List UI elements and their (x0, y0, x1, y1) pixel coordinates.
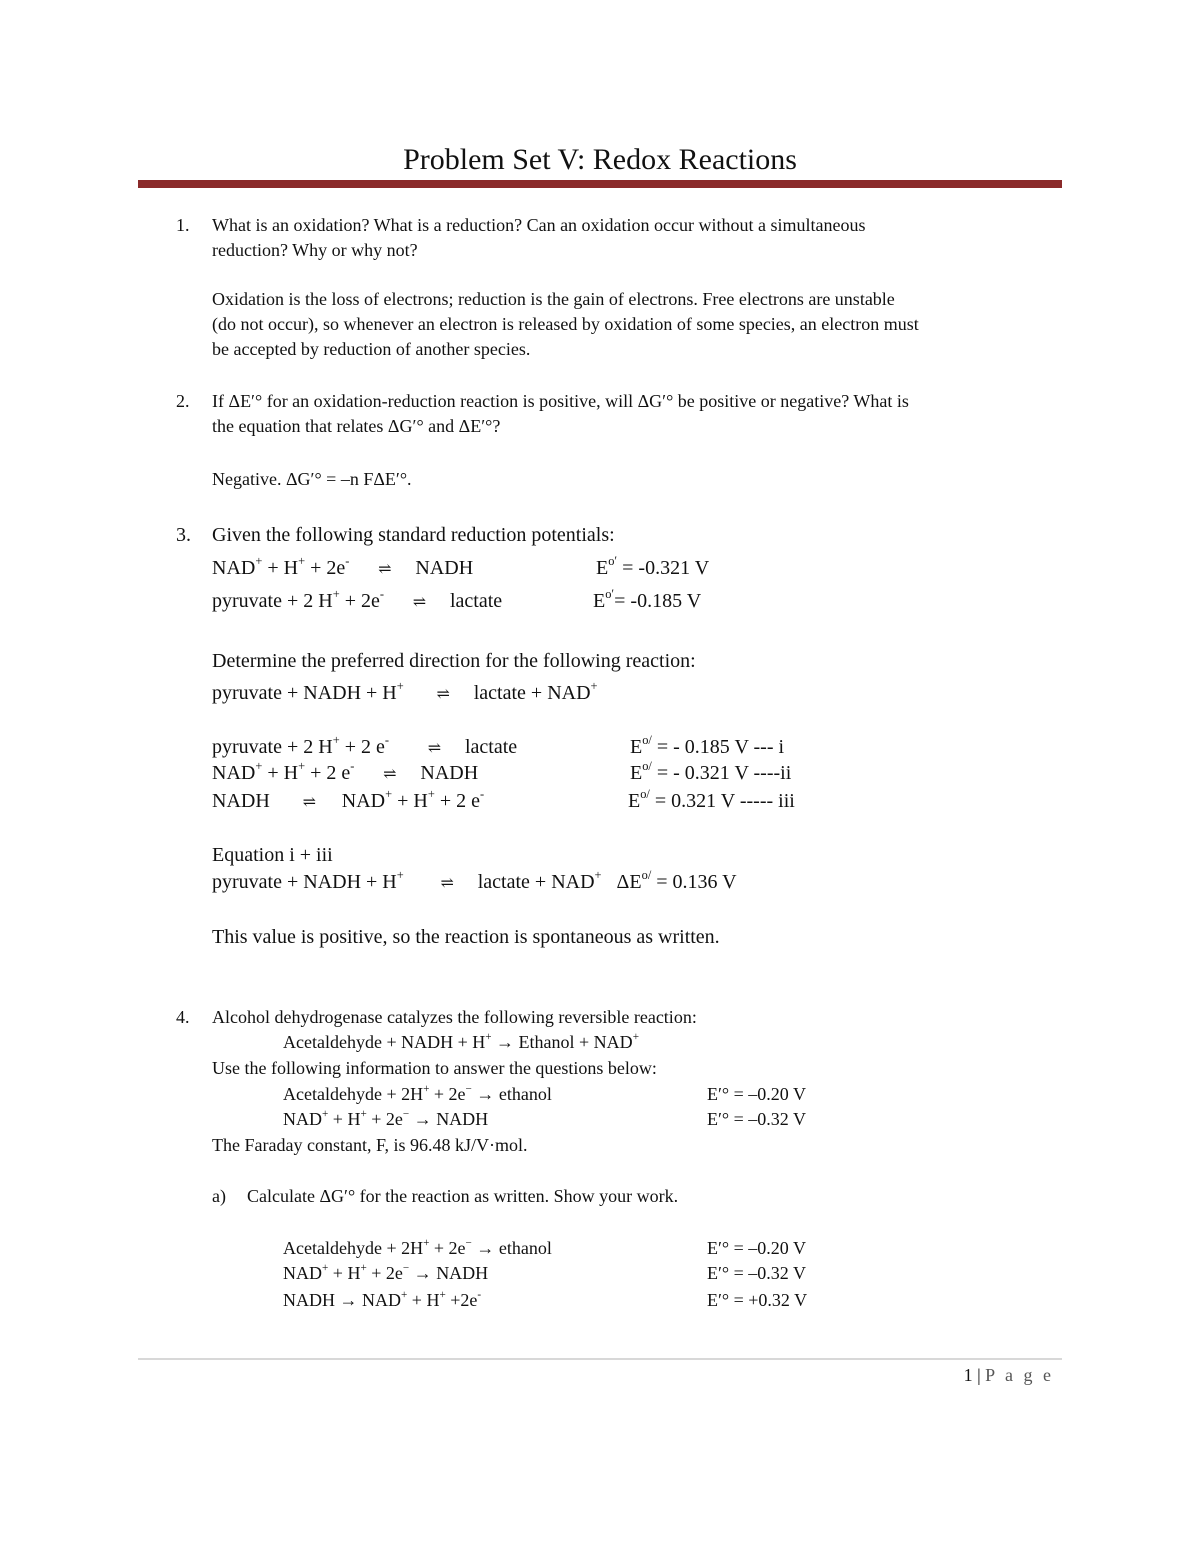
tot-rhs: lactate + NAD (477, 871, 595, 893)
page-separator: | (972, 1365, 986, 1385)
q1-number: 1. (176, 215, 190, 235)
w1-a: Acetaldehyde + 2H (283, 1238, 424, 1258)
q3-step-1 (212, 735, 517, 761)
minus-sup: − (465, 1236, 472, 1249)
minus-sup: - (379, 587, 384, 602)
equilibrium-arrow-icon: ⇌ (383, 766, 394, 783)
pot-sup: o/ (642, 733, 652, 748)
minus-sup: - (350, 759, 355, 774)
equilibrium-arrow-icon: ⇌ (378, 561, 389, 578)
r1-product: NADH (415, 557, 474, 579)
pot-label: E (630, 762, 643, 784)
pot-label: E (630, 736, 643, 758)
s2-h: + H (262, 762, 299, 784)
pot-sup: o′ (605, 587, 615, 602)
q3-reaction-2 (212, 589, 502, 615)
q4-use-info: Use the following information to answer the questions below: (212, 1058, 657, 1078)
plus-sup: + (298, 554, 306, 569)
q4-number: 4. (176, 1007, 190, 1027)
rx-rhs: lactate + NAD (473, 682, 591, 704)
pot-value: = 0.136 V (651, 871, 737, 893)
pot-label: E (628, 790, 641, 812)
footer-divider (138, 1358, 1062, 1360)
pot-sup: o′ (608, 554, 618, 569)
plus-sup: + (423, 1236, 430, 1249)
pot-value: = -0.321 V (617, 557, 710, 579)
q3-conclusion: This value is positive, so the reaction is spontaneous as written. (212, 926, 720, 948)
w3-b: + H (407, 1290, 440, 1310)
w2-b: + H (328, 1263, 361, 1283)
plus-sup: + (485, 1030, 492, 1043)
q4-work-line-2 (283, 1262, 488, 1284)
q4-faraday: The Faraday constant, F, is 96.48 kJ/V·mol. (212, 1135, 528, 1155)
rx-a: Acetaldehyde + NADH + H (283, 1032, 486, 1052)
q3-determine: Determine the preferred direction for the following reaction: (212, 650, 696, 672)
q4-reaction (283, 1031, 639, 1053)
plus-sup: + (401, 1288, 408, 1301)
q1-answer-line2: (do not occur), so whenever an electron is released by oxidation of some species, an electron must (212, 314, 919, 334)
h1-a: Acetaldehyde + 2H (283, 1084, 424, 1104)
plus-sup: + (423, 1082, 430, 1095)
q3-step-2-potential (630, 761, 791, 785)
h2-a: NAD (283, 1109, 322, 1129)
equilibrium-arrow-icon: ⇌ (440, 875, 451, 892)
equilibrium-arrow-icon: ⇌ (436, 686, 447, 703)
q1-answer-line3: be accepted by reduction of another species. (212, 339, 531, 359)
s1-lhs: pyruvate + 2 H (212, 736, 333, 758)
w2-d: → NADH (409, 1263, 489, 1283)
rx-b: → Ethanol + NAD (491, 1032, 633, 1052)
r1-e: + 2e (305, 557, 346, 579)
pot-label: ΔE (616, 871, 642, 893)
pot-value: = - 0.321 V ----ii (651, 762, 792, 784)
pot-value: = -0.185 V (614, 590, 702, 612)
r2-e: + 2e (339, 590, 380, 612)
plus-sup: + (396, 868, 404, 883)
equilibrium-arrow-icon: ⇌ (427, 740, 439, 757)
plus-sup: + (255, 759, 263, 774)
w3-a: NADH → NAD (283, 1290, 401, 1310)
q3-total-reaction (212, 870, 737, 896)
plus-sup: + (255, 554, 263, 569)
h2-b: + H (328, 1109, 361, 1129)
q3-target-reaction (212, 681, 598, 707)
equilibrium-arrow-icon: ⇌ (412, 594, 424, 611)
w3-c: +2e (445, 1290, 478, 1310)
plus-sup: + (590, 679, 598, 694)
q1-text-line1: What is an oxidation? What is a reduction? Can an oxidation occur without a simultaneous (212, 215, 866, 235)
q3-reaction-1-potential (596, 556, 709, 580)
equilibrium-arrow-icon: ⇌ (302, 794, 313, 811)
page-title: Problem Set V: Redox Reactions (403, 143, 797, 176)
minus-sup: − (402, 1261, 410, 1274)
pot-label: E (596, 557, 609, 579)
q2-text-line1: If ΔE′° for an oxidation-reduction reaction is positive, will ΔG′° be positive or negative? What is (212, 391, 909, 411)
plus-sup: + (298, 759, 306, 774)
q2-number: 2. (176, 391, 190, 411)
q4-half-reaction-1 (283, 1083, 552, 1105)
pot-sup: o/ (642, 759, 652, 774)
minus-sup: − (465, 1082, 472, 1095)
pot-value: = 0.321 V ----- iii (649, 790, 795, 812)
q4-work-line-1-potential: E′° = –0.20 V (707, 1238, 806, 1258)
plus-sup: + (439, 1288, 446, 1301)
s2-lhs: NAD (212, 762, 256, 784)
page-footer (0, 1364, 1054, 1386)
h1-b: + 2e (429, 1084, 466, 1104)
q3-reaction-1 (212, 556, 473, 582)
tot-lhs: pyruvate + NADH + H (212, 871, 397, 893)
q4-half-reaction-1-potential: E′° = –0.20 V (707, 1084, 806, 1104)
q4-half-reaction-2-potential: E′° = –0.32 V (707, 1109, 806, 1129)
s3-lhs: NADH (212, 790, 270, 812)
s2-product: NADH (420, 762, 479, 784)
q4-work-line-3 (283, 1289, 481, 1311)
w1-b: + 2e (429, 1238, 466, 1258)
q4-work-line-1 (283, 1237, 552, 1259)
q3-reaction-2-potential (593, 589, 701, 613)
q3-equation-sum: Equation i + iii (212, 844, 333, 866)
plus-sup: + (632, 1030, 639, 1043)
pot-value: = - 0.185 V --- i (651, 736, 785, 758)
s1-product: lactate (465, 736, 518, 758)
plus-sup: + (360, 1107, 367, 1120)
plus-sup: + (360, 1261, 367, 1274)
w2-c: + 2e (366, 1263, 403, 1283)
q4-intro: Alcohol dehydrogenase catalyzes the following reversible reaction: (212, 1007, 697, 1027)
page-number: 1 (963, 1365, 973, 1385)
q2-text-line2: the equation that relates ΔG′° and ΔE′°? (212, 416, 501, 436)
s3-h: + H (392, 790, 428, 812)
q4-work-line-3-potential: E′° = +0.32 V (707, 1290, 808, 1310)
minus-sup: - (384, 733, 389, 748)
h1-c: → ethanol (471, 1084, 552, 1104)
rx-lhs: pyruvate + NADH + H (212, 682, 397, 704)
w2-a: NAD (283, 1263, 322, 1283)
minus-sup: − (402, 1107, 410, 1120)
s2-e: + 2 e (305, 762, 351, 784)
s3-e: + 2 e (434, 790, 481, 812)
minus-sup: - (477, 1288, 482, 1301)
r2-product: lactate (450, 590, 503, 612)
h2-c: + 2e (366, 1109, 403, 1129)
pot-sup: o/ (640, 787, 650, 802)
r2-lhs: pyruvate + 2 H (212, 590, 333, 612)
s1-e: + 2 e (339, 736, 385, 758)
w1-c: → ethanol (471, 1238, 552, 1258)
q3-step-3-potential (628, 789, 795, 813)
q4-work-line-2-potential: E′° = –0.32 V (707, 1263, 806, 1283)
plus-sup: + (332, 587, 340, 602)
q3-number: 3. (176, 524, 191, 546)
plus-sup: + (322, 1261, 329, 1274)
plus-sup: + (396, 679, 404, 694)
r1-h: + H (262, 557, 299, 579)
plus-sup: + (322, 1107, 329, 1120)
q3-intro: Given the following standard reduction potentials: (212, 524, 615, 546)
title-divider (138, 180, 1062, 188)
pot-label: E (593, 590, 606, 612)
s3-product: NAD (341, 790, 386, 812)
page-word: P a g e (985, 1365, 1054, 1385)
h2-d: → NADH (409, 1109, 489, 1129)
plus-sup: + (427, 787, 435, 802)
plus-sup: + (332, 733, 340, 748)
q2-answer: Negative. ΔG′° = –n FΔE′°. (212, 469, 412, 489)
q4a-text: Calculate ΔG′° for the reaction as written. Show your work. (247, 1186, 679, 1206)
q3-step-1-potential (630, 735, 784, 759)
q4-half-reaction-2 (283, 1108, 488, 1130)
q1-answer-line1: Oxidation is the loss of electrons; reduction is the gain of electrons. Free electrons are unstable (212, 289, 895, 309)
q3-step-2 (212, 761, 478, 787)
minus-sup: - (345, 554, 350, 569)
q1-text-line2: reduction? Why or why not? (212, 240, 418, 260)
q3-step-3 (212, 789, 484, 815)
pot-sup: o/ (641, 868, 652, 883)
q4a-label: a) (212, 1186, 226, 1206)
r1-nad: NAD (212, 557, 256, 579)
plus-sup: + (385, 787, 393, 802)
minus-sup: - (480, 787, 485, 802)
plus-sup: + (594, 868, 602, 883)
